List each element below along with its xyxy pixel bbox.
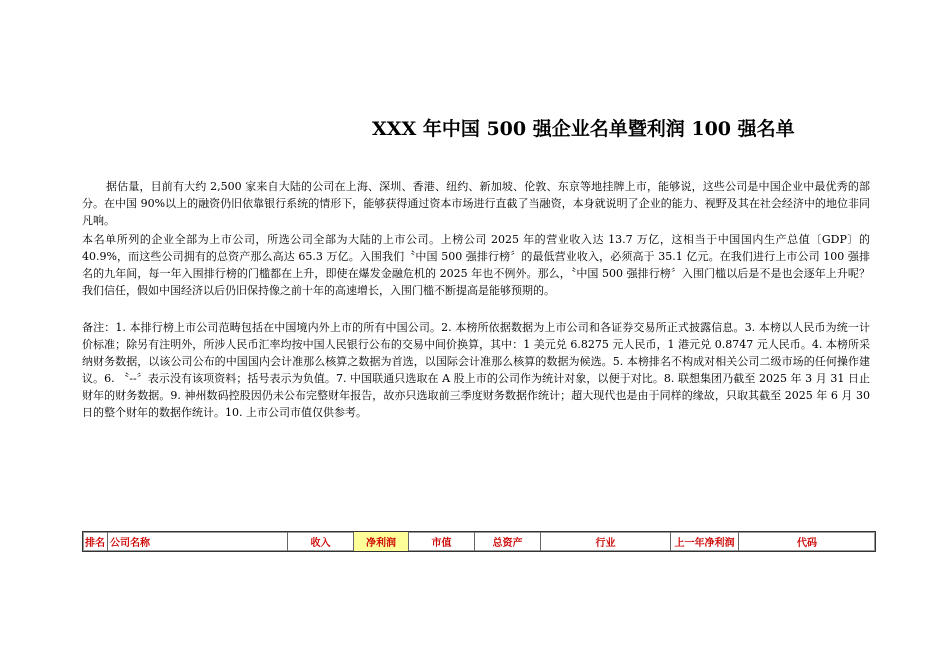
notes-paragraph: 备注：1. 本排行榜上市公司范畴包括在中国境内外上市的所有中国公司。2. 本榜所依据数据为上市公司和各证券交易所正式披露信息。3. 本榜以人民币为统一计价标准；除另有注明外，所涉人民币汇率均按中国人民银行公布的交易中间价换算，其中：1 美元兑 6.8275 元人民币，1 港元兑 0.8747 元人民币。4. 本榜所采纳财务数据，以该公司公布的中国国内会计准那么核算之数据为首选，以国际会计准那么核算的数据为候选。5. 本榜排名不构成对相关公司二级市场的任何操作建议。6. 〝--〞表示没有该项资料；括号表示为负值。7. 中国联通只选取在 A 股上市的公司作为统计对象，以便于对比。8. 联想集团乃截至 2025 年 3 月 31 日止财年的财务数据。9. 神州数码控股因仍未公布完整财年报告，故亦只选取前三季度财务数据作统计；超大现代也是由于同样的缘故，只取其截至 2025 年 6 月 30 日的整个财年的数据作统计。10. 上市公司市值仅供参考。 xyxy=(82,321,870,419)
header-total-assets: 总资产 xyxy=(475,532,541,551)
document-title: XXX 年中国 500 强企业名单暨利润 100 强名单 xyxy=(372,118,795,140)
header-industry: 行业 xyxy=(541,532,671,551)
ranking-table-header xyxy=(82,531,876,552)
intro-paragraph: 据估量，目前有大约 2,500 家来自大陆的公司在上海、深圳、香港、纽约、新加坡、伦敦、东京等地挂牌上市，能够说，这些公司是中国企业中最优秀的部分。在中国 90%以上的融资仍旧依靠银行系统的情形下，能够获得通过资本市场进行直截了当融资，本身就说明了企业的能力、视野及其在社会经济中的地位非同凡响。 xyxy=(82,180,870,227)
summary-paragraph: 本名单所列的企业全部为上市公司，所选公司全部为大陆的上市公司。上榜公司 2025 年的营业收入达 13.7 万亿，这相当于中国国内生产总值〔GDP〕的 40.9%，而这些公司拥有的总资产那么高达 65.3 万亿。入围我们〝中国 500 强排行榜〞的最低营业收入，必须高于 35.1 亿元。在我们进行上市公司 100 强排名的九年间，每一年入围排行榜的门槛都在上升，即使在爆发金融危机的 2025 年也不例外。那么，〝中国 500 强排行榜〞入围门槛以后是不是也会逐年上升呢？我们信任，假如中国经济以后仍旧保持像之前十年的高速增长，入围门槛不断提高是能够预期的。 xyxy=(82,233,870,297)
header-company: 公司名称 xyxy=(108,532,288,551)
header-code: 代码 xyxy=(797,538,817,549)
header-prev-net-profit: 上一年净利润 xyxy=(671,532,739,551)
header-revenue: 收入 xyxy=(288,532,354,551)
header-market-value: 市值 xyxy=(409,532,475,551)
header-rank: 排名 xyxy=(83,532,108,551)
header-net-profit: 净利润 xyxy=(354,532,409,551)
